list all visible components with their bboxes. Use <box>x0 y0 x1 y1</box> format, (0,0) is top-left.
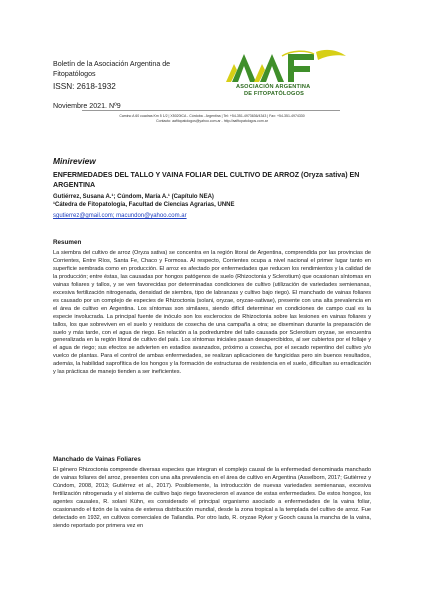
resumen-text: La siembra del cultivo de arroz (Oryza sativa) se concentra en la región litoral de Argentina, comprendida por las provincias de Corrientes, Entre Ríos, Santa Fe, Chaco y Formosa. Al respecto, Corrientes ocupa a nivel nacional el primer lugar tanto en superficie sembrada como en producción. El arroz es afectado por enfermedades que reducen los rendimientos y la calidad de la producción; entre éstas, las causadas por hongos patógenos de suelo (Rhizoctonia y Sclerotium) que ocasionan síntomas en vainas foliares y tallos, y se ven favorecidas por determinadas condiciones de cultivo (utilización de variedades semienanas, excesiva fertilización nitrogenada, densidad de siembra, tipo de labranzas y cultivo bajo riego). El manchado de vainas foliares es causado por un complejo de especies de Rhizoctonia (solani, oryzae, oryzae-sativae), presente con una alta prevalencia en el área de cultivo en Argentina. Los síntomas son similares, siendo difícil determinar en condiciones de campo cual es la especie involucrada. La principal fuente de inóculo son los esclerocios de Rhizoctonia sobre las lesiones en vainas foliares y tallos, los que sobreviven en el suelo y residuos de cosecha de una campaña a otra; se diseminan durante la preparación de suelo y más tarde, con el agua de riego. En relación a la podredumbre del tallo causada por Sclerotium oryzae, se encuentra generalizada en la región litoral de cultivo del país. Los síntomas iniciales pasan desapercibidos, al ser cubiertos por el follaje y el agua de riego; sus efectos se advierten en estadios avanzados, próximo a cosecha, por el secado repentino del cultivo y/o vuelco de plantas. Para el control de ambas enfermedades, se realizan aplicaciones de fungicidas pero sin buenos resultados, además, la habilidad saprofítica de los hongos y la formación de estructuras de resistencia en el suelo, dificultan su erradicación y las prácticas de manejo tienden a ser ineficientes. <box>53 250 371 376</box>
journal-name: Boletín de la Asociación Argentina de Fitopatólogos <box>53 60 171 78</box>
author-emails[interactable]: sgutierrez@gmail.com; macundon@yahoo.com.ar <box>53 213 187 219</box>
authors: Gutiérrez, Susana A.¹; Cúndom, María A.¹ (Capítulo NEA) <box>53 194 214 200</box>
manchado-heading: Manchado de Vainas Foliares <box>53 456 141 463</box>
logo-subtitle-line-2: DE FITOPATÓLOGOS <box>244 91 305 97</box>
aaf-logo <box>222 48 354 110</box>
journal-header <box>53 60 213 110</box>
logo-subtitle-line-1: ASOCIACIÓN ARGENTINA <box>236 84 311 90</box>
header-divider <box>82 110 340 111</box>
article-title-text: ENFERMEDADES DEL TALLO Y VAINA FOLIAR DEL CULTIVO DE ARROZ (Oryza sativa) EN ARGENTINA <box>53 171 360 189</box>
issue-date: Noviembre 2021. Nº9 <box>53 102 121 110</box>
contact-address: Camino A 60 cuadras Km 5 1/2 | X5020ICA - Córdoba - Argentina | Tel: +54-351-4973636/4343 | Fax: +54-351-4974330 <box>119 114 305 118</box>
article-title <box>53 170 373 190</box>
authors-block <box>53 193 373 209</box>
affiliation: ¹Cátedra de Fitopatología, Facultad de Ciencias Agrarias, UNNE <box>53 202 235 208</box>
section-label: Minireview <box>53 156 96 166</box>
contact-links: Contacto: aafitopatologos@yahoo.com.ar - http://aafitopatologos.com.ar <box>156 119 268 123</box>
contact-info <box>82 114 342 124</box>
resumen-heading: Resumen <box>53 239 82 246</box>
issn: ISSN: 2618-1932 <box>53 82 116 91</box>
logo-subtitle <box>236 84 310 98</box>
manchado-text: El género Rhizoctonia comprende diversas especies que integran el complejo causal de la enfermedad denominada manchado de vainas foliares del arroz, presentes con una alta prevalencia en el área de cultivo en Argentina (Asselborn, 2017; Gutiérrez y Cúndom, 2008, 2013; Gutiérrez et al., 2017). Posiblemente, la introducción de nuevas variedades semienanas, excesiva fertilización nitrogenada y el sistema de cultivo bajo riego favorecieron el avance de estas enfermedades. De estos hongos, los agentes causales, R. solani Kühn, es considerado el principal organismo asociado a enfermedades de la vaina foliar, ocasionando el tizón de la vaina de extensa distribución mundial, desde la zona tropical a la templada del cultivo de arroz. Fue detectado en 1932, en cultivos comerciales de Tailandia. Por otro lado, R. oryzae Ryker y Gooch causa la mancha de la vaina, siendo reportado por primera vez en <box>53 467 371 529</box>
